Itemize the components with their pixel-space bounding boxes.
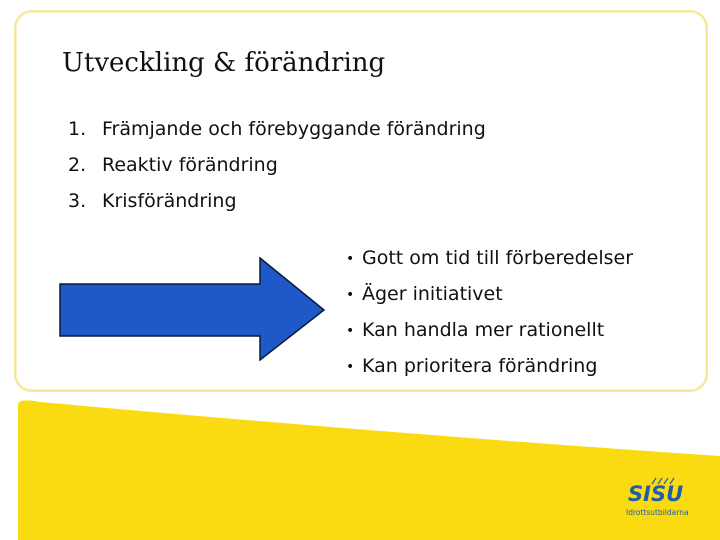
numbered-list-item [68,184,486,220]
item-number: 1. [68,118,87,140]
yellow-band-shape [18,400,720,540]
item-text: Främjande och förebyggande förändring [102,118,486,140]
numbered-list [68,112,486,220]
arrow-shape [60,258,324,360]
bullet-marker: • [346,251,355,267]
slide-title: Utveckling & förändring [62,48,386,78]
bullet-text: Gott om tid till förberedelser [362,247,634,269]
bullet-item [346,348,633,384]
bullet-text: Kan handla mer rationellt [362,319,605,341]
numbered-list-item [68,112,486,148]
sisu-logo [624,482,696,518]
right-arrow-icon [58,256,330,364]
item-text: Krisförändring [102,190,237,212]
bullet-text: Kan prioritera förändring [362,355,598,377]
item-number: 3. [68,190,87,212]
bullet-marker: • [346,323,355,339]
bullet-text: Äger initiativet [362,283,503,305]
bullet-marker: • [346,287,355,303]
bullet-item [346,276,633,312]
item-text: Reaktiv förändring [102,154,278,176]
bullet-list [346,240,633,384]
logo-wordmark: SISU [628,482,684,506]
bullet-marker: • [346,359,355,375]
bullet-item [346,240,633,276]
bullet-item [346,312,633,348]
item-number: 2. [68,154,87,176]
numbered-list-item [68,148,486,184]
logo-subtitle: Idrottsutbildarna [626,508,689,517]
